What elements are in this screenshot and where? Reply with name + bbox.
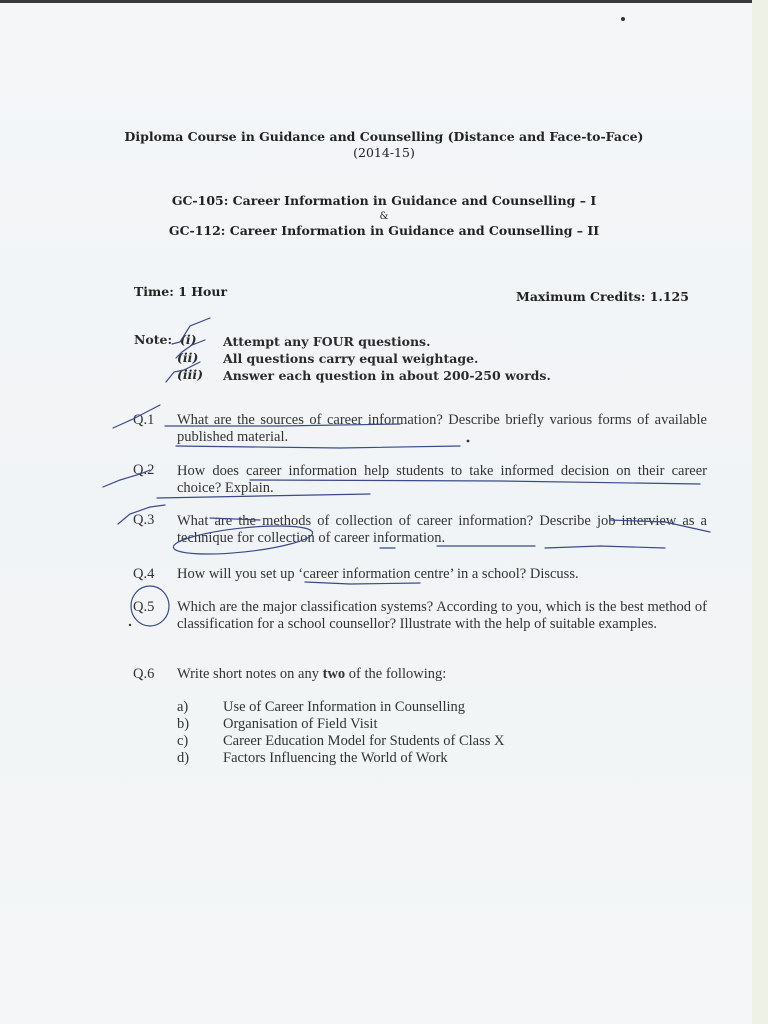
- question-number: Q.6: [133, 666, 155, 682]
- note-num: (i): [180, 332, 197, 347]
- course-title: Diploma Course in Guidance and Counselling (Distance and Face-to-Face): [124, 129, 644, 144]
- note-text: Attempt any FOUR questions.: [223, 334, 431, 349]
- subitem-letter: d): [177, 750, 190, 766]
- note-text: Answer each question in about 200-250 words.: [223, 368, 551, 383]
- note-label: Note:: [134, 332, 173, 347]
- question-number: Q.1: [133, 412, 155, 428]
- question-number: Q.3: [133, 512, 155, 528]
- note-num: (ii): [177, 350, 199, 365]
- question-text: [177, 666, 707, 683]
- session-year: (2014-15): [353, 145, 415, 160]
- time-allowed: Time: 1 Hour: [134, 284, 228, 299]
- subitem-text: Factors Influencing the World of Work: [223, 750, 448, 766]
- subitem-letter: a): [177, 699, 189, 715]
- subitem-letter: c): [177, 733, 189, 749]
- q6-emphasis: two: [322, 666, 346, 682]
- question-text: How will you set up ‘career information centre’ in a school? Discuss.: [177, 566, 579, 582]
- maximum-credits: Maximum Credits: 1.125: [516, 289, 689, 304]
- subitem-text: Career Education Model for Students of Class X: [223, 733, 505, 749]
- q6-text-start: Write short notes on any: [177, 666, 323, 682]
- speck-mark: [621, 17, 625, 21]
- paper-code-2: GC-112: Career Information in Guidance and Counselling – II: [168, 223, 600, 238]
- note-num: (iii): [177, 367, 204, 382]
- question-number: Q.4: [133, 566, 155, 582]
- question-number: Q.2: [133, 462, 155, 478]
- q6-text-end: of the following:: [345, 666, 447, 682]
- subitem-text: Organisation of Field Visit: [223, 716, 378, 732]
- question-number: Q.5: [133, 599, 155, 615]
- question-text: What are the methods of collection of career information? Describe job interview as a technique for collection of career information.: [177, 513, 707, 546]
- question-text: Which are the major classification systems? According to you, which is the best method of classification for a school counsellor? Illustrate with the help of suitable examples.: [177, 599, 707, 632]
- question-text: What are the sources of career information? Describe briefly various forms of available published material.: [177, 412, 707, 445]
- subitem-text: Use of Career Information in Counselling: [223, 699, 466, 715]
- paper-code-1: GC-105: Career Information in Guidance and Counselling – I: [171, 193, 597, 208]
- subitem-letter: b): [177, 716, 190, 732]
- note-text: All questions carry equal weightage.: [223, 351, 479, 366]
- question-text: How does career information help students to take informed decision on their career choice? Explain.: [177, 463, 707, 496]
- ampersand: &: [379, 211, 389, 222]
